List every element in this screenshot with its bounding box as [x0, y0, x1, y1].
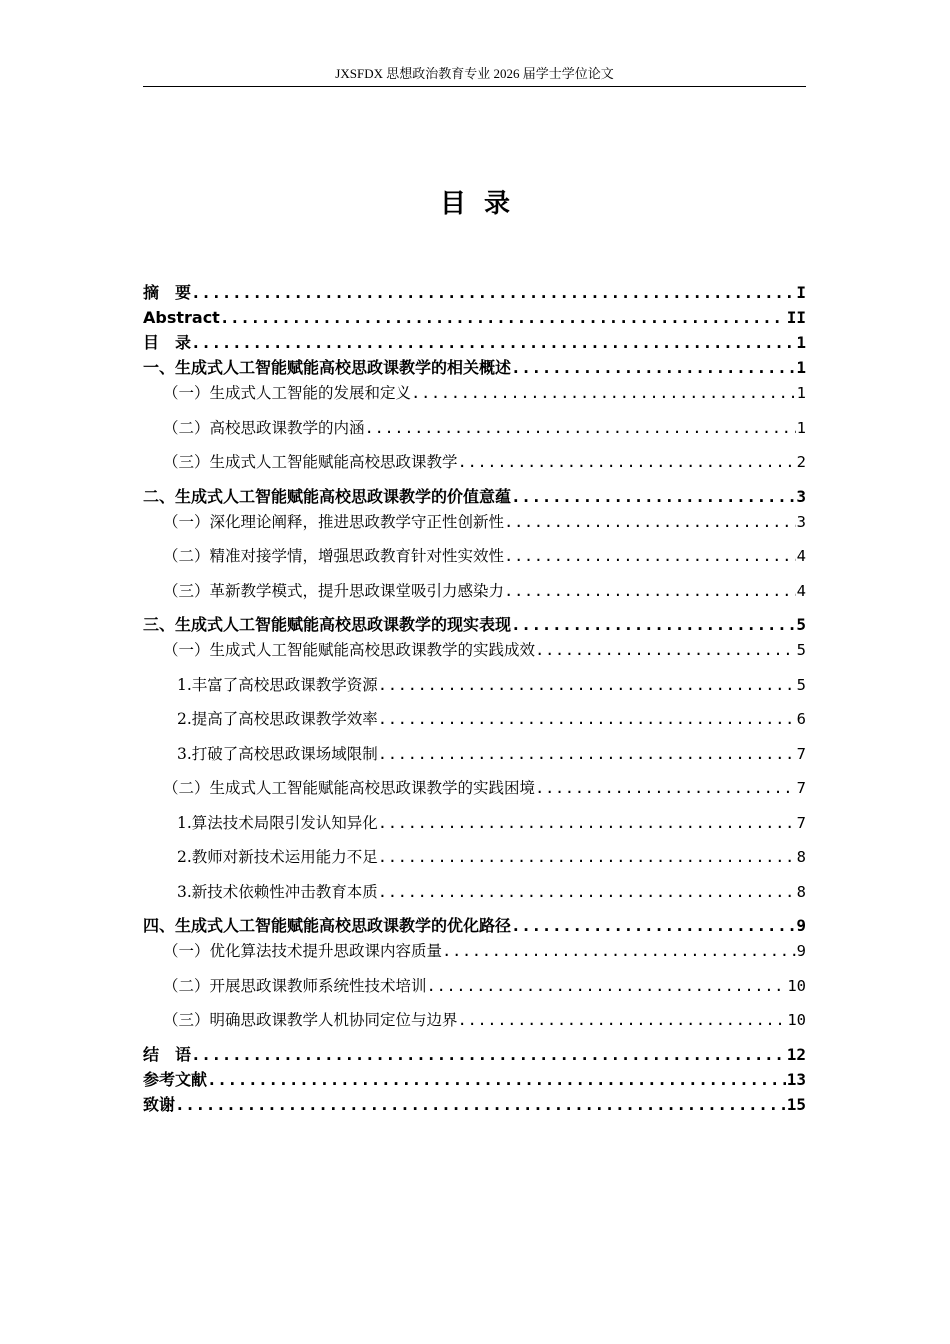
toc-entry-item-3-2-2[interactable] [143, 846, 806, 868]
toc-leader-dots [207, 1069, 786, 1091]
toc-leader-dots [378, 881, 796, 903]
toc-entry-text: （三）生成式人工智能赋能高校思政课教学 [163, 453, 458, 471]
toc-entry-chapter-4[interactable] [143, 915, 806, 937]
toc-leader-dots [511, 915, 795, 937]
toc-entry-page: 8 [796, 848, 806, 866]
toc-entry-page: II [786, 308, 806, 327]
toc-entry-page: 1 [796, 358, 806, 377]
toc-leader-dots [511, 357, 795, 379]
toc-leader-dots [378, 674, 796, 696]
toc-entry-page: 4 [796, 582, 806, 600]
toc-entry-text: （二）生成式人工智能赋能高校思政课教学的实践困境 [163, 779, 536, 797]
toc-entry-text: 一、生成式人工智能赋能高校思政课教学的相关概述 [143, 358, 512, 377]
toc-entry-page: 5 [796, 615, 806, 634]
toc-entry-section-2-1[interactable] [143, 511, 806, 533]
toc-entry-text: 3.新技术依赖性冲击教育本质 [177, 883, 378, 901]
toc-entry-item-3-2-3[interactable] [143, 881, 806, 903]
toc-entry-page: 3 [796, 487, 806, 506]
toc-leader-dots [191, 1044, 786, 1066]
toc-entry-text: 2.教师对新技术运用能力不足 [177, 848, 378, 866]
toc-entry-page: 5 [796, 676, 806, 694]
toc-entry-page: 4 [796, 547, 806, 565]
toc-leader-dots [442, 940, 796, 962]
toc-entry-section-1-1[interactable] [143, 382, 806, 404]
toc-entry-item-3-2-1[interactable] [143, 812, 806, 834]
toc-entry-text: （一）生成式人工智能赋能高校思政课教学的实践成效 [163, 641, 536, 659]
toc-entry-page: 9 [796, 942, 806, 960]
toc-leader-dots [365, 417, 796, 439]
toc-entry-page: 10 [787, 1011, 806, 1029]
toc-entry-text: （一）生成式人工智能的发展和定义 [163, 384, 412, 402]
toc-entry-page: 5 [796, 641, 806, 659]
toc-leader-dots [191, 332, 795, 354]
toc-entry-chapter-3[interactable] [143, 614, 806, 636]
toc-leader-dots [504, 580, 796, 602]
toc-entry-page: I [796, 283, 806, 302]
toc-entry-section-4-1[interactable] [143, 940, 806, 962]
toc-entry-text: 摘 要 [143, 283, 192, 302]
toc-entry-page: 12 [786, 1045, 806, 1064]
toc-entry-text: （三）明确思政课教学人机协同定位与边界 [163, 1011, 458, 1029]
toc-entry-page: 7 [796, 814, 806, 832]
page-title: 目录 [439, 189, 528, 219]
toc-entry-conclusion[interactable] [143, 1044, 806, 1066]
toc-entry-chapter-1[interactable] [143, 357, 806, 379]
toc-leader-dots [378, 812, 796, 834]
toc-entry-page: 2 [796, 453, 806, 471]
toc-entry-page: 7 [796, 745, 806, 763]
toc-leader-dots [511, 486, 795, 508]
toc-leader-dots [175, 1094, 786, 1116]
toc-entry-text: 三、生成式人工智能赋能高校思政课教学的现实表现 [143, 615, 512, 634]
toc-entry-page: 6 [796, 710, 806, 728]
toc-entry-section-3-2[interactable] [143, 777, 806, 799]
toc-leader-dots [220, 307, 786, 329]
toc-entry-item-3-1-1[interactable] [143, 674, 806, 696]
toc-leader-dots [535, 777, 796, 799]
toc-entry-page: 3 [796, 513, 806, 531]
toc-leader-dots [427, 975, 787, 997]
toc-entry-page: 15 [786, 1095, 806, 1114]
toc-leader-dots [504, 511, 796, 533]
toc-entry-text: Abstract [143, 308, 220, 327]
toc-entry-page: 1 [796, 333, 806, 352]
toc-entry-text: （三）革新教学模式，提升思政课堂吸引力感染力 [163, 582, 505, 600]
running-header-title: JXSFDX 思想政治教育专业 2026 届学士学位论文 [335, 66, 614, 81]
toc-entry-text: （二）精准对接学情，增强思政教育针对性实效性 [163, 547, 505, 565]
toc-entry-text: 参考文献 [143, 1070, 208, 1089]
toc-leader-dots [535, 639, 796, 661]
toc-entry-section-2-2[interactable] [143, 545, 806, 567]
toc-entry-text: 目 录 [143, 333, 192, 352]
toc-leader-dots [458, 1009, 787, 1031]
toc-entry-abstract-en[interactable] [143, 307, 806, 329]
toc-entry-page: 9 [796, 916, 806, 935]
toc-entry-text: 致谢 [143, 1095, 176, 1114]
toc-leader-dots [458, 451, 796, 473]
toc-entry-page: 7 [796, 779, 806, 797]
toc-entry-item-3-1-2[interactable] [143, 708, 806, 730]
toc-entry-text: （二）开展思政课教师系统性技术培训 [163, 977, 427, 995]
table-of-contents [143, 0, 806, 1344]
toc-leader-dots [191, 282, 795, 304]
toc-entry-page: 1 [796, 419, 806, 437]
toc-leader-dots [511, 614, 795, 636]
toc-leader-dots [411, 382, 796, 404]
toc-entry-section-1-2[interactable] [143, 417, 806, 439]
toc-entry-section-2-3[interactable] [143, 580, 806, 602]
toc-entry-chapter-2[interactable] [143, 486, 806, 508]
toc-entry-text: 2.提高了高校思政课教学效率 [177, 710, 378, 728]
toc-leader-dots [378, 708, 796, 730]
toc-entry-references[interactable] [143, 1069, 806, 1091]
toc-entry-text: 四、生成式人工智能赋能高校思政课教学的优化路径 [143, 916, 512, 935]
toc-entry-page: 8 [796, 883, 806, 901]
toc-entry-text: 3.打破了高校思政课场域限制 [177, 745, 378, 763]
toc-leader-dots [504, 545, 796, 567]
toc-entry-page: 13 [786, 1070, 806, 1089]
toc-entry-abstract-cn[interactable] [143, 282, 806, 304]
toc-entry-item-3-1-3[interactable] [143, 743, 806, 765]
toc-entry-section-1-3[interactable] [143, 451, 806, 473]
toc-leader-dots [378, 846, 796, 868]
toc-entry-page: 10 [787, 977, 806, 995]
toc-entry-text: 结 语 [143, 1045, 192, 1064]
toc-entry-section-4-3[interactable] [143, 1009, 806, 1031]
toc-entry-section-3-1[interactable] [143, 639, 806, 661]
toc-entry-text: 1.算法技术局限引发认知异化 [177, 814, 378, 832]
toc-leader-dots [378, 743, 796, 765]
toc-entry-acknowledgements[interactable] [143, 1094, 806, 1116]
toc-entry-text: （一）优化算法技术提升思政课内容质量 [163, 942, 443, 960]
toc-entry-text: （一）深化理论阐释，推进思政教学守正性创新性 [163, 513, 505, 531]
toc-entry-page: 1 [796, 384, 806, 402]
toc-entry-text: 1.丰富了高校思政课教学资源 [177, 676, 378, 694]
toc-entry-text: 二、生成式人工智能赋能高校思政课教学的价值意蕴 [143, 487, 512, 506]
toc-entry-text: （二）高校思政课教学的内涵 [163, 419, 365, 437]
toc-entry-contents[interactable] [143, 332, 806, 354]
toc-entry-section-4-2[interactable] [143, 975, 806, 997]
